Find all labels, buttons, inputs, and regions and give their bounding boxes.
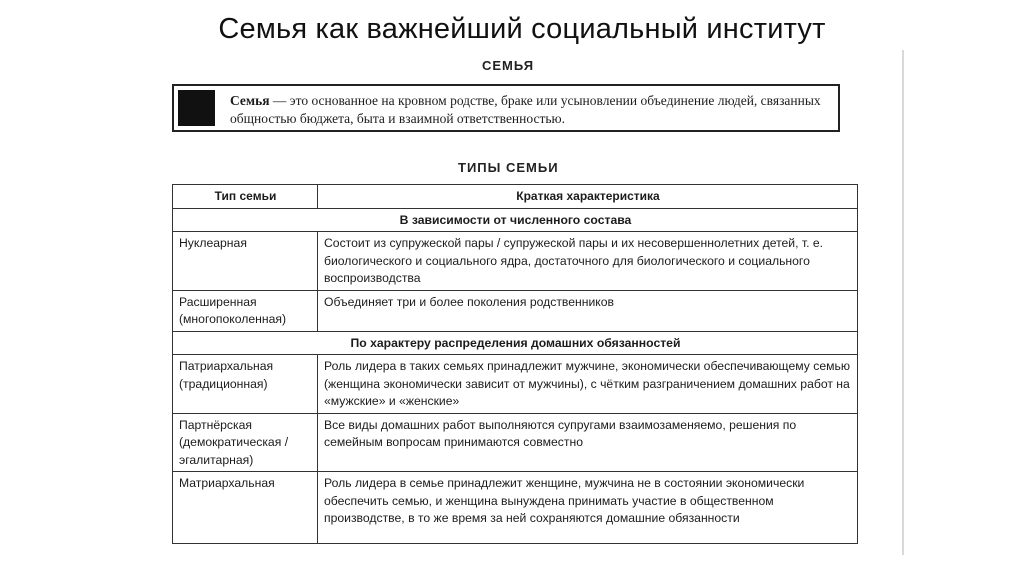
types-heading: ТИПЫ СЕМЬИ xyxy=(458,160,559,175)
family-description-cell: Роль лидера в семье принадлежит женщине, мужчина не в состоянии экономически обеспечить семью, и женщина вынуждена принимать участие в общественном производстве, в то же время за ней сохраняются домашние обязанности xyxy=(318,472,858,544)
definition-box xyxy=(172,84,840,132)
family-type-cell: Патриархальная (традиционная) xyxy=(173,355,318,414)
group-row xyxy=(173,331,858,355)
definition-body: — это основанное на кровном родстве, браке или усыновлении объединение людей, связанных общностью бюджета, быта и взаимной ответственностью. xyxy=(230,93,821,126)
family-description-cell: Состоит из супружеской пары / супружеской пары и их несовершеннолетних детей, т. е. биологического и социального ядра, достаточного для биологического и социального воспроизводства xyxy=(318,232,858,291)
table-row xyxy=(173,290,858,331)
table-row xyxy=(173,232,858,291)
table-row xyxy=(173,355,858,414)
family-type-cell: Нуклеарная xyxy=(173,232,318,291)
column-header-type: Тип семьи xyxy=(173,185,318,209)
family-description-cell: Объединяет три и более поколения родственников xyxy=(318,290,858,331)
family-description-cell: Все виды домашних работ выполняются супругами взаимозаменяемо, решения по семейным вопросам принимаются совместно xyxy=(318,413,858,472)
family-types-table xyxy=(172,184,858,544)
table-header-row xyxy=(173,185,858,209)
definition-marker-icon xyxy=(178,90,215,126)
section-heading: СЕМЬЯ xyxy=(482,58,535,73)
family-description-cell: Роль лидера в таких семьях принадлежит мужчине, экономически обеспечивающему семью (женщина экономически зависит от мужчины), с чётким разграничением домашних работ на «мужские» и «женские» xyxy=(318,355,858,414)
family-type-cell: Партнёрская (демократическая / эгалитарная) xyxy=(173,413,318,472)
slide-title: Семья как важнейший социальный институт xyxy=(218,13,826,45)
table-row xyxy=(173,472,858,544)
family-type-cell: Матриархальная xyxy=(173,472,318,544)
definition-text xyxy=(230,92,834,128)
group-label: В зависимости от численного состава xyxy=(173,208,858,232)
group-row xyxy=(173,208,858,232)
scan-edge-divider xyxy=(902,50,904,555)
column-header-description: Краткая характеристика xyxy=(318,185,858,209)
family-type-cell: Расширенная (многопоколенная) xyxy=(173,290,318,331)
group-label: По характеру распределения домашних обязанностей xyxy=(173,331,858,355)
definition-term: Семья xyxy=(230,93,270,108)
table-row xyxy=(173,413,858,472)
